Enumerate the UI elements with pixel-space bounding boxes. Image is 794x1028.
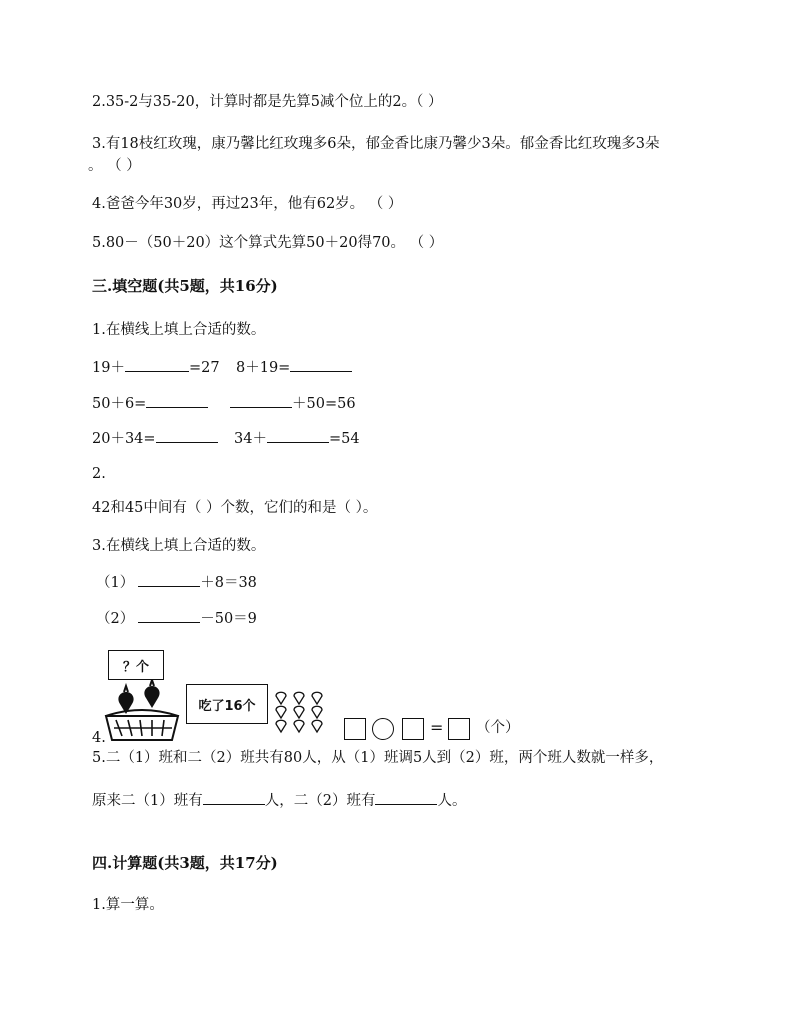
fill-q3-a [96,572,257,593]
fill-q1-r3a-pre: 20＋34= [92,431,156,447]
strawberries-eaten-icon [274,688,326,734]
fill-q5-line2 [92,790,466,811]
calc-q1: 1.算一算。 [92,897,164,913]
fill-q1-r1b-pre: 8＋19= [236,360,291,376]
fill-q3-b-label: （2） [96,611,135,627]
fill-q5-line1: 5.二（1）班和二（2）班共有80人，从（1）班调5人到（2）班，两个班人数就一样多， [92,750,664,766]
unknown-count-label: ？个 [122,659,149,675]
fill-q5-part-c: 人。 [437,793,467,809]
fill-blank[interactable] [375,790,437,805]
strawberry-basket-icon [102,680,192,746]
fill-blank[interactable] [230,393,292,408]
fill-q1-row2-right [230,393,356,414]
fill-q1-row2-left [92,393,208,414]
fill-q1-row1-left [92,357,220,378]
fill-blank[interactable] [125,357,189,372]
fill-q1-row1-right [236,357,352,378]
fill-blank[interactable] [267,428,329,443]
judge-q4: 4.爸爸今年30岁，再过23年，他有62岁。 （ ） [92,196,403,212]
fill-q2-number: 2. [92,466,106,482]
fill-q5-part-b: 人，二（2）班有 [264,793,376,809]
section4-title: 四.计算题(共3题，共17分) [92,854,278,872]
answer-box-3[interactable] [448,718,470,740]
unit-label: （个） [476,720,520,736]
fill-q1-r2b-post: ＋50=56 [292,396,356,412]
equals-sign: = [430,718,444,737]
ate-count-box [186,684,268,724]
fill-q1-prompt: 1.在横线上填上合适的数。 [92,322,266,338]
judge-q3-line2: 。 （ ） [88,158,141,174]
fill-blank[interactable] [203,790,265,805]
fill-q3-a-label: （1） [96,575,135,591]
fill-q1-row3-left [92,428,218,449]
judge-q5: 5.80－（50＋20）这个算式先算50＋20得70。 （ ） [92,235,444,251]
operator-circle[interactable] [372,718,394,740]
fill-q3-b-post: －50＝9 [200,611,257,627]
fill-blank[interactable] [156,428,218,443]
fill-blank[interactable] [290,357,352,372]
section3-title: 三.填空题(共5题，共16分) [92,277,278,295]
unknown-count-box [108,650,164,680]
fill-q5-part-a: 原来二（1）班有 [92,793,203,809]
fill-q4-number: 4. [92,730,106,746]
answer-box-2[interactable] [402,718,424,740]
fill-q2-text: 42和45中间有（ ）个数，它们的和是（ ）。 [92,500,378,516]
ate-count-label: 吃了16个 [198,698,256,714]
answer-box-1[interactable] [344,718,366,740]
fill-q1-row3-right [234,428,360,449]
judge-q3-line1: 3.有18枝红玫瑰，康乃馨比红玫瑰多6朵，郁金香比康乃馨少3朵。郁金香比红玫瑰多3朵 [92,136,660,152]
fill-blank[interactable] [146,393,208,408]
fill-q3-a-post: ＋8＝38 [200,575,257,591]
fill-q1-r2a-pre: 50＋6= [92,396,147,412]
fill-q1-r1a-post: =27 [188,360,220,376]
fill-q1-r3b-pre: 34＋ [234,431,267,447]
fill-q3-b [96,608,257,629]
fill-blank[interactable] [138,572,200,587]
fill-q3-prompt: 3.在横线上填上合适的数。 [92,538,266,554]
fill-q1-r3b-post: =54 [328,431,360,447]
judge-q2: 2.35-2与35-20，计算时都是先算5减个位上的2。（ ） [92,94,443,110]
fill-blank[interactable] [138,608,200,623]
fill-q1-r1a-pre: 19＋ [92,360,125,376]
